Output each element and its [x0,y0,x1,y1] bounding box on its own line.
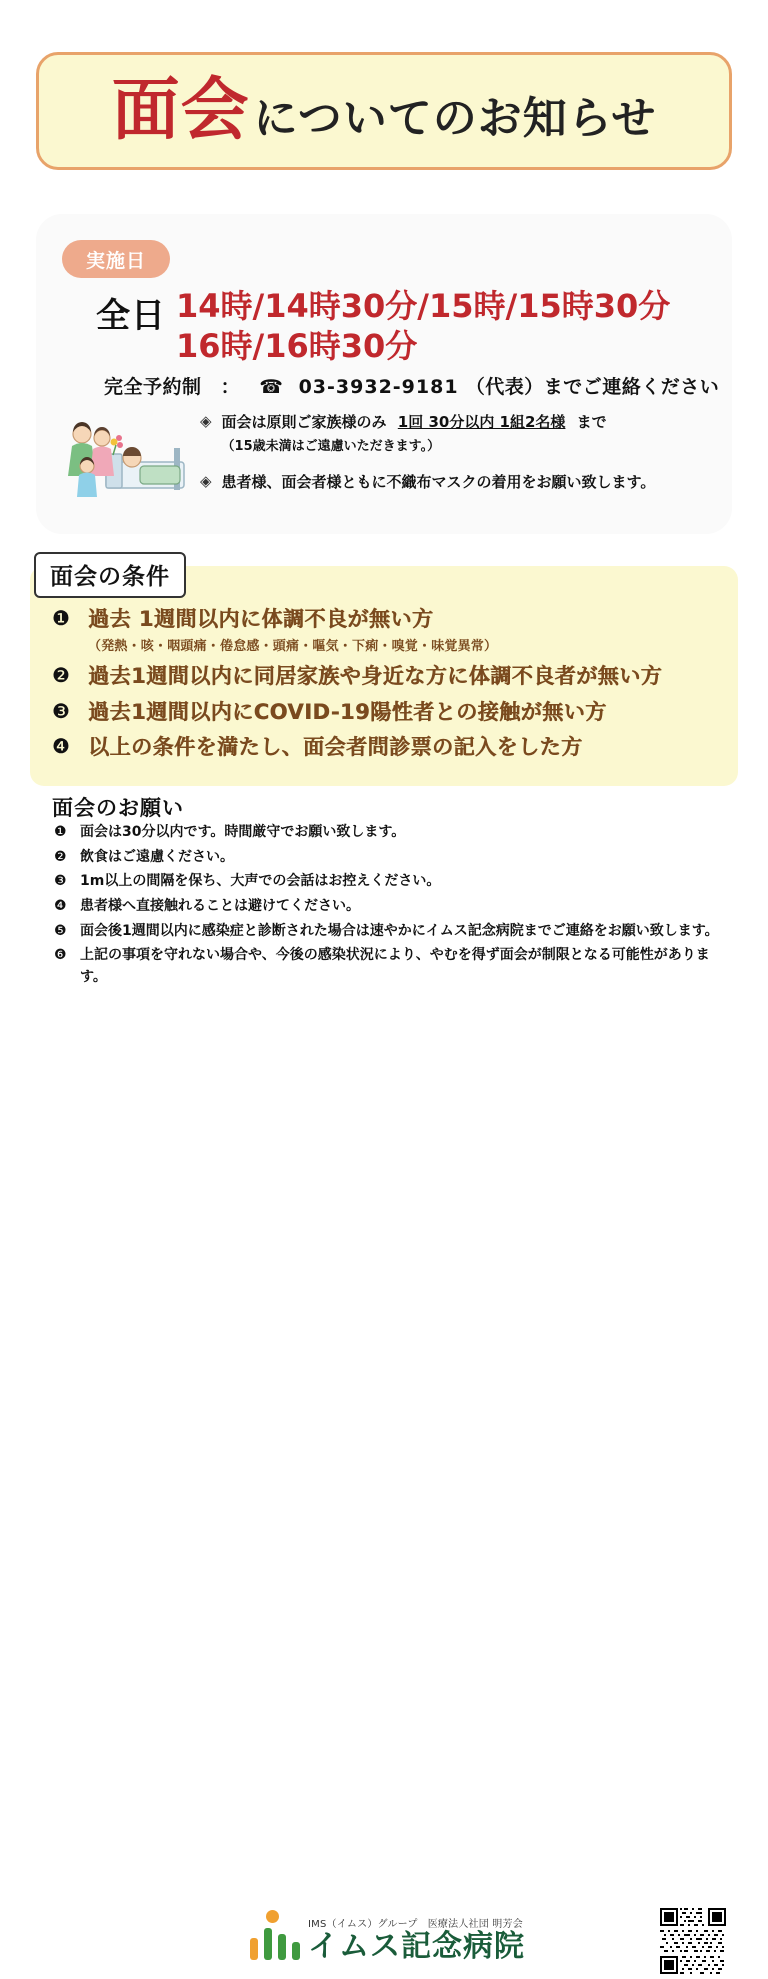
request-text: 面会は30分以内です。時間厳守でお願い致します。 [80,824,406,840]
list-item [54,871,734,893]
group-line: IMS（イムス）グループ 医療法人社団 明芳会 [308,1919,523,1930]
request-text: 面会後1週間以内に感染症と診断された場合は速やかにイムス記念病院までご連絡をお願い致します。 [80,922,719,939]
request-text: 1m以上の間隔を保ち、大声での会話はお控えください。 [80,873,441,890]
note-text-before: 患者様、面会者様ともに不織布マスクの着用をお願い致します。 [221,473,656,491]
diamond-icon: ◈ [200,473,212,490]
status-badge: 実施日 [62,240,170,278]
footer [0,952,768,1964]
reservation-separator: ： [220,376,241,398]
request-text: 患者様へ直接触れることは避けてください。 [80,898,360,915]
visitation-illustration [62,408,190,504]
page-title-rest: についてのお知らせ [253,93,657,144]
list-item [52,699,724,725]
conditions-list [52,606,724,769]
list-marker: ❸ [52,698,70,723]
phone-number: 03-3932-9181 [298,376,459,398]
request-text: 飲食はご遠慮ください。 [80,848,234,865]
condition-text: 過去1週間以内にCOVID-19陽性者との接触が無い方 [88,699,607,724]
note-text-underlined: 1回 30分以内 1組2名様 [397,413,566,431]
note-text-before: 面会は原則ご家族様のみ [221,413,387,431]
condition-subtext: （発熱・咳・咽頭痛・倦怠感・頭痛・嘔気・下痢・嗅覚・味覚異常） [88,639,498,655]
note-line [222,472,656,493]
list-item [52,663,724,689]
phone-suffix: （代表）までご連絡ください [465,376,720,398]
hospital-logo [248,1910,525,1962]
diamond-icon: ◈ [200,413,212,430]
list-marker: ❹ [52,733,70,758]
page-title-highlight: 面会 [111,71,250,150]
condition-text: 過去1週間以内に同居家族や身近な方に体調不良者が無い方 [88,664,663,689]
conditions-header: 面会の条件 [34,552,186,598]
condition-text: 過去 1週間以内に体調不良が無い方 [88,607,434,631]
qr-code[interactable] [660,1908,726,1974]
visiting-times-line-1: 14時/14時30分/15時/15時30分 [176,287,671,325]
list-marker: ❶ [52,606,70,630]
title-banner [36,52,732,170]
requests-title: 面会のお願い [52,796,184,820]
condition-text: 以上の条件を満たし、面会者問診票の記入をした方 [88,734,583,759]
list-marker: ❶ [54,824,67,840]
list-item [52,734,724,760]
schedule-notes [200,412,700,499]
reservation-line [104,372,719,399]
list-marker: ❺ [54,922,67,939]
hospital-name: イムス記念病院 [308,1929,525,1964]
list-item [54,822,734,844]
telephone-icon: ☎ [259,376,284,398]
note-text-after: まで [576,413,607,431]
list-item [54,847,734,869]
list-item [200,412,700,454]
reservation-label: 完全予約制 [104,376,202,398]
list-marker: ❸ [54,873,67,890]
list-item [54,896,734,918]
visiting-times-line-2: 16時/16時30分 [176,327,418,365]
note-subtext: （15歳未満はご遠慮いただきます。） [221,439,441,454]
list-marker: ❷ [52,663,70,688]
title-line [111,71,657,150]
allday-label: 全日 [96,296,166,336]
list-marker: ❷ [54,848,67,865]
note-line [222,412,607,433]
visiting-times [176,286,670,366]
list-item [52,606,724,654]
list-marker: ❻ [54,947,67,964]
list-item [54,921,734,943]
list-item [200,472,700,493]
list-marker: ❹ [54,898,67,915]
request-text: 上記の事項を守れない場合や、今後の感染状況により、やむを得ず面会が制限となる可能性があります。 [80,947,710,986]
ims-logo-icon [248,1910,302,1962]
